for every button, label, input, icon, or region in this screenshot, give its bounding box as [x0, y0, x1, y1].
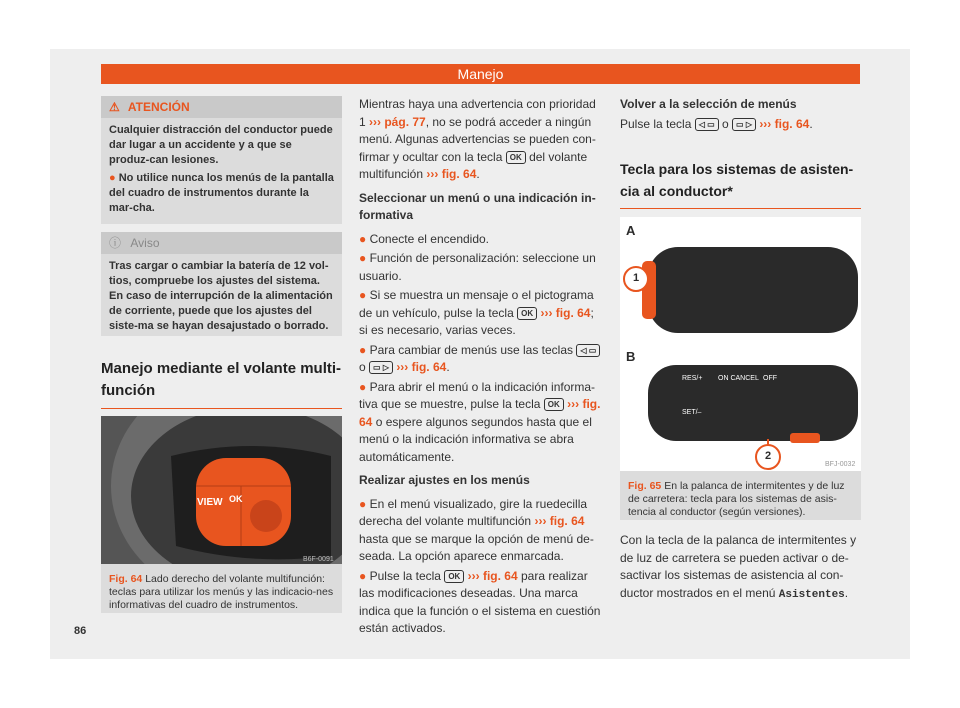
subheading-back: Volver a la selección de menús — [620, 97, 797, 111]
note-text: Tras cargar o cambiar la batería de 12 vol-tios, compruebe los ajustes del sistema. En caso de interrupción de la alimentación de corriente, puede que los ajustes del siste-ma se hayan desajustado o borrado. — [109, 260, 333, 332]
warning-box — [101, 96, 342, 224]
figure-number: Fig. 64 — [109, 573, 143, 585]
note-box — [101, 232, 342, 336]
menu-right-key-icon: ▭ ▷ — [369, 361, 393, 374]
subheading-settings: Realizar ajustes en los menús — [359, 473, 530, 487]
view-button-label: VIEW — [197, 497, 223, 508]
ok-key-icon: OK — [517, 307, 537, 320]
figure-reference-link[interactable]: ››› fig. 64 — [426, 167, 477, 181]
steering-wheel-image — [101, 416, 342, 564]
info-icon: ⓘ — [109, 236, 122, 250]
column-3: Volver a la selección de menús Pulse la tecla ◁ ▭ o ▭ ▷ ››› fig. 64. — [620, 96, 861, 139]
section-heading-1: Manejo mediante el volante multi-función — [101, 358, 342, 409]
res-label: RES/+ — [682, 375, 703, 382]
figure-code: BFJ-0032 — [825, 461, 856, 468]
page-number: 86 — [74, 625, 87, 637]
stalk-switch-image — [620, 217, 861, 471]
figure-number: Fig. 65 — [628, 480, 662, 492]
subheading-select-menu: Seleccionar un menú o una indicación in-formativa — [359, 190, 596, 222]
warning-title: ATENCIÓN — [127, 100, 190, 114]
chapter-header: Manejo — [101, 64, 860, 84]
off-label: OFF — [763, 375, 777, 382]
warning-triangle-icon: ⚠ — [109, 100, 120, 114]
figure-label-b: B — [626, 349, 636, 364]
ok-button-label: OK — [229, 494, 243, 504]
menu-left-key-icon: ◁ ▭ — [576, 344, 600, 357]
figure-caption: Lado derecho del volante multifunción: teclas para utilizar los menús y las indicacio-nes informativas del cuadro de instrumentos. — [109, 573, 334, 611]
figure-64 — [101, 416, 342, 613]
paragraph-assist: Con la tecla de la palanca de intermitentes y de luz de carretera se pueden activar o de-sactivar los sistemas de asistencia al con-ductor mostrados en el menú Asistentes. — [620, 533, 857, 601]
warning-item: No utilice nunca los menús de la pantalla del cuadro de instrumentos durante la mar-cha. — [109, 172, 334, 214]
page-reference-link[interactable]: ››› pág. 77 — [369, 114, 426, 129]
warning-intro: Cualquier distracción del conductor puede dar lugar a un accidente y a que se produz-can lesiones. — [109, 124, 333, 166]
menu-right-key-icon: ▭ ▷ — [732, 118, 756, 131]
on-cancel-label: ON CANCEL — [718, 375, 759, 382]
section-heading-2: Tecla para los sistemas de asisten-cia al conductor* — [620, 158, 861, 209]
note-title: Aviso — [130, 236, 160, 250]
menu-name-code: Asistentes — [778, 588, 845, 601]
figure-code: B6F-0091 — [303, 556, 334, 563]
ok-key-icon: OK — [544, 398, 564, 411]
menu-left-key-icon: ◁ ▭ — [695, 118, 719, 131]
column-2: Mientras haya una advertencia con prioridad 1 ››› pág. 77, no se podrá acceder a ningún menú. Algunas advertencias se pueden con-firmar y ocultar con la tecla OK del volante multifunción ››› fig. 64. Seleccionar un menú o una indicación in-formativa ● Conecte el encendido. ● Función de personalización: seleccione un usuario. ● Si se muestra un mensaje o el pictograma de un vehículo, pulse la tecla OK ››› fig. 64; si es necesario, varias veces. ● Para cambiar de menús use las teclas ◁ ▭ o ▭ ▷ ››› fig. 64. ● Para abrir el menú o la indicación informa-tiva que se muestre, pulse la tecla OK ››› fig. 64 o espere algunos segundos hasta que el menú o la indicación informativa se abra automáticamente. Realizar ajustes en los menús ● En el menú visualizado, gire la ruedecilla derecha del volante multifunción ››› fig. 64 hasta que se marque la opción de menú de-seada. La opción aparece enmarcada. ● Pulse la tecla OK ››› fig. 64 para realizar las modificaciones deseadas. Una marca indica que la función o el sistema en cuestión están activados. — [359, 96, 603, 644]
set-label: SET/– — [682, 409, 702, 416]
ok-key-icon: OK — [506, 151, 526, 164]
ok-key-icon: OK — [444, 570, 464, 583]
figure-65 — [620, 217, 861, 520]
bullet-icon: ● — [109, 172, 119, 184]
callout-1: 1 — [633, 272, 640, 284]
figure-caption: En la palanca de intermitentes y de luz de carretera: tecla para los sistemas de asis-tencia al conductor (según versiones). — [628, 480, 845, 518]
callout-2: 2 — [765, 450, 772, 462]
figure-label-a: A — [626, 223, 636, 238]
